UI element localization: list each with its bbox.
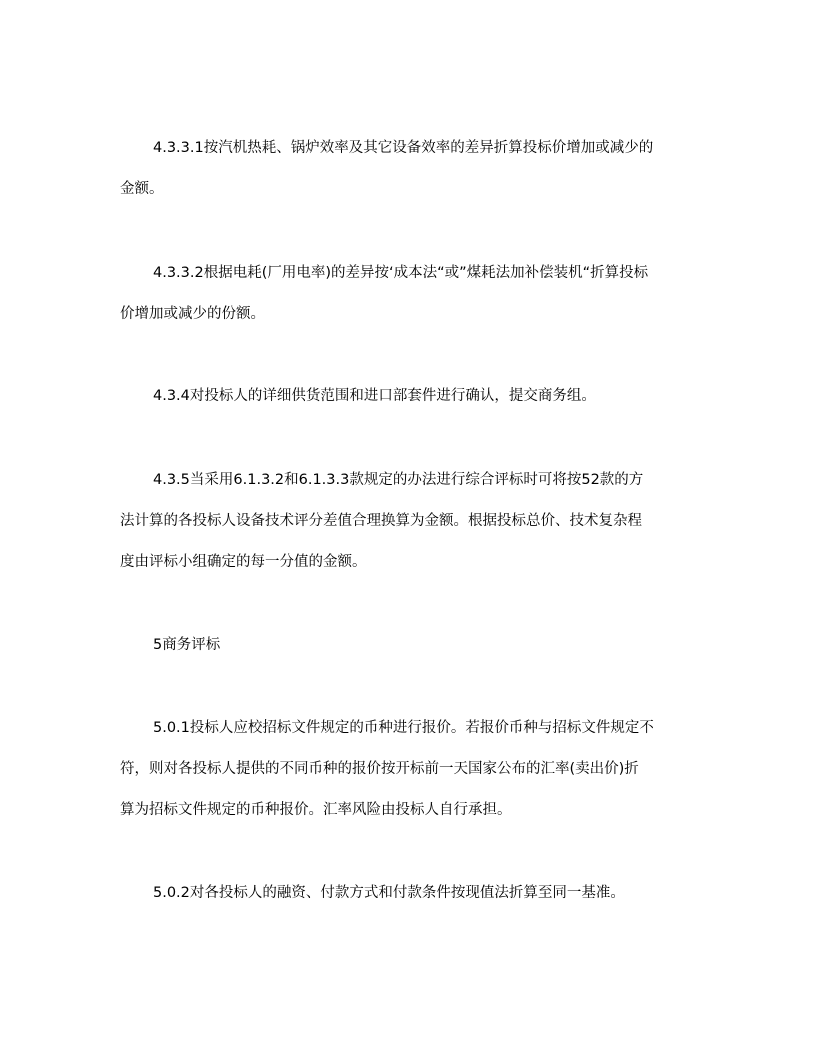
text-line: 算为招标文件规定的币种报价。汇率风险由投标人自行承担。 <box>120 802 512 818</box>
text-line: 4.3.3.2根据电耗(厂用电率)的差异按‘成本法“或”煤耗法加补偿装机“折算投标 <box>153 265 649 281</box>
paragraph-5-0-1 <box>120 708 700 831</box>
text-line: 符，则对各投标人提供的不同币种的报价按开标前一天国家公布的汇率(卖出价)折 <box>120 761 639 777</box>
text-line: 5.0.2对各投标人的融资、付款方式和付款条件按现值法折算至同一基准。 <box>153 885 625 901</box>
text-line: 4.3.3.1按汽机热耗、锅炉效率及其它设备效率的差异折算投标价增加或减少的 <box>153 140 654 156</box>
text-line: 法计算的各投标人设备技术评分差值合理换算为金额。根据投标总价、技术复杂程 <box>120 513 642 529</box>
text-line: 金额。 <box>120 181 164 197</box>
text-line: 4.3.5当采用6.1.3.2和6.1.3.3款规定的办法进行综合评标时可将按52款的方 <box>153 472 644 488</box>
text-line: 5.0.1投标人应校招标文件规定的币种进行报价。若报价币种与招标文件规定不 <box>153 720 654 736</box>
paragraph-4-3-3-1 <box>120 128 700 210</box>
paragraph-4-3-3-2 <box>120 253 700 335</box>
text-line: 价增加或减少的份额。 <box>120 306 265 322</box>
paragraph-4-3-4 <box>120 376 700 417</box>
heading-text: 5商务评标 <box>153 637 221 653</box>
text-line: 度由评标小组确定的每一分值的金额。 <box>120 554 367 570</box>
section-heading-5 <box>120 625 700 666</box>
paragraph-5-0-2 <box>120 873 700 914</box>
paragraph-4-3-5 <box>120 460 700 583</box>
text-line: 4.3.4对投标人的详细供货范围和进口部套件进行确认，提交商务组。 <box>153 388 596 404</box>
